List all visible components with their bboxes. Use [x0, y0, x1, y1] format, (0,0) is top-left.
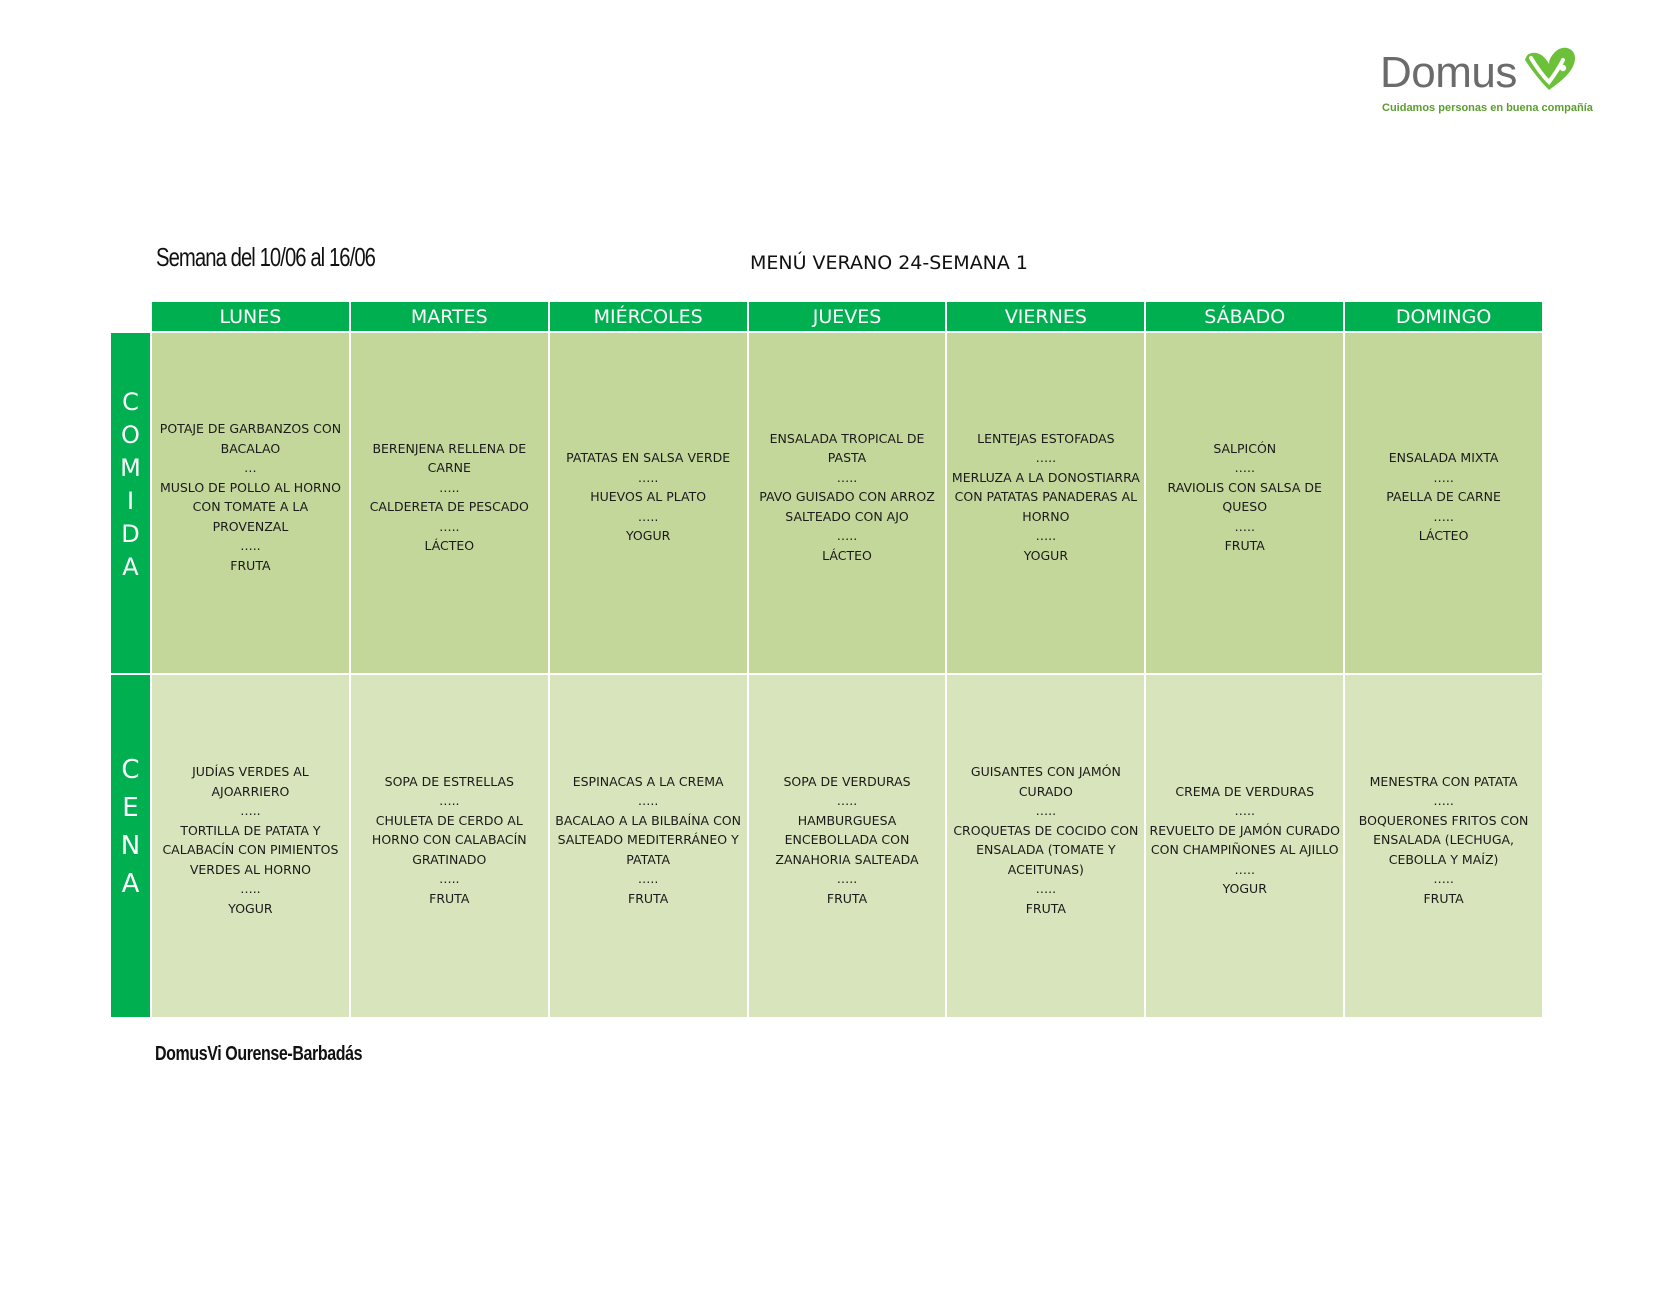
dessert: YOGUR: [625, 528, 671, 544]
separator: …..: [637, 508, 659, 524]
separator: …..: [637, 871, 659, 887]
separator: …..: [1234, 861, 1255, 877]
second-course: MUSLO DE POLLO AL HORNO CON TOMATE A LA PROVENZAL: [159, 479, 341, 534]
separator: …..: [439, 518, 460, 534]
comida-row: [152, 333, 1542, 673]
day-header: MIÉRCOLES: [550, 302, 749, 331]
separator: …..: [1035, 450, 1057, 466]
day-header-row: [152, 302, 1542, 331]
separator: …..: [1234, 803, 1255, 818]
menu-cell-cena-miercoles: [550, 675, 749, 1017]
dessert: YOGUR: [228, 900, 273, 916]
second-course: HUEVOS AL PLATO: [590, 489, 707, 505]
first-course: BERENJENA RELLENA DE CARNE: [372, 440, 527, 475]
footer-center-name: DomusVi Ourense-Barbadás: [155, 1043, 363, 1065]
separator: …..: [1433, 793, 1454, 809]
menu-cell-comida-miercoles: [550, 333, 749, 673]
second-course: PAELLA DE CARNE: [1386, 489, 1501, 505]
separator: …..: [1433, 871, 1454, 887]
second-course: TORTILLA DE PATATA Y CALABACÍN CON PIMIENTOS VERDES AL HORNO: [162, 822, 339, 877]
dessert: FRUTA: [230, 557, 271, 573]
dessert: LÁCTEO: [424, 538, 475, 553]
separator: …..: [836, 528, 858, 544]
day-header: LUNES: [152, 302, 351, 331]
first-course: POTAJE DE GARBANZOS CON BACALAO: [159, 421, 342, 456]
section-letter: N: [120, 831, 141, 861]
dessert: FRUTA: [826, 890, 868, 906]
first-course: PATATAS EN SALSA VERDE: [566, 450, 731, 466]
menu-cell-comida-lunes: [152, 333, 351, 673]
separator: …..: [836, 871, 858, 887]
first-course: GUISANTES CON JAMÓN CURADO: [970, 764, 1121, 799]
menu-cell-comida-viernes: [947, 333, 1146, 673]
cena-row: [152, 675, 1542, 1017]
menu-cell-comida-martes: [351, 333, 550, 673]
second-course: PAVO GUISADO CON ARROZ SALTEADO CON AJO: [759, 489, 935, 524]
section-letter: M: [120, 454, 141, 482]
section-letter: E: [122, 793, 139, 823]
first-course: JUDÍAS VERDES AL AJOARRIERO: [192, 764, 309, 799]
separator: …..: [637, 793, 659, 809]
separator: …: [244, 460, 257, 475]
day-header: MARTES: [351, 302, 550, 331]
second-course: HAMBURGUESA ENCEBOLLADA CON ZANAHORIA SALTEADA: [775, 812, 919, 867]
first-course: SOPA DE VERDURAS: [783, 773, 911, 789]
dessert: FRUTA: [1224, 538, 1265, 553]
menu-cell-cena-lunes: [152, 675, 351, 1017]
separator: …..: [1035, 881, 1057, 896]
section-letter: A: [121, 869, 140, 899]
menu-cell-comida-jueves: [749, 333, 948, 673]
section-letter: A: [122, 553, 139, 581]
dessert: FRUTA: [1025, 900, 1066, 916]
day-header: JUEVES: [749, 302, 948, 331]
dessert: LÁCTEO: [822, 547, 872, 563]
dessert: YOGUR: [1222, 881, 1267, 896]
second-course: BOQUERONES FRITOS CON ENSALADA (LECHUGA, CEBOLLA Y MAÍZ): [1358, 812, 1529, 867]
heart-leaf-icon: [1519, 46, 1581, 96]
first-course: ENSALADA MIXTA: [1388, 450, 1499, 466]
separator: …..: [439, 793, 460, 809]
day-header: DOMINGO: [1345, 302, 1542, 331]
separator: …..: [836, 793, 858, 809]
separator: …..: [637, 469, 659, 485]
menu-cell-cena-martes: [351, 675, 550, 1017]
menu-cell-comida-sabado: [1146, 333, 1345, 673]
dessert: FRUTA: [1423, 890, 1464, 906]
second-course: CALDERETA DE PESCADO: [369, 499, 529, 514]
dessert: FRUTA: [429, 890, 470, 906]
separator: …..: [240, 803, 261, 818]
first-course: SOPA DE ESTRELLAS: [384, 773, 514, 789]
first-course: SALPICÓN: [1213, 440, 1277, 456]
section-letter: C: [121, 755, 140, 785]
menu-cell-cena-jueves: [749, 675, 948, 1017]
first-course: CREMA DE VERDURAS: [1175, 783, 1315, 799]
separator: …..: [439, 871, 460, 887]
menu-title: MENÚ VERANO 24-SEMANA 1: [750, 252, 1029, 274]
second-course: CHULETA DE CERDO AL HORNO CON CALABACÍN GRATINADO: [371, 812, 527, 867]
separator: …..: [240, 881, 261, 896]
second-course: CROQUETAS DE COCIDO CON ENSALADA (TOMATE Y ACEITUNAS): [953, 822, 1139, 877]
separator: …..: [1035, 803, 1057, 818]
section-letter: C: [122, 388, 139, 416]
second-course: REVUELTO DE JAMÓN CURADO CON CHAMPIÑONES AL AJILLO: [1149, 822, 1340, 857]
first-course: ESPINACAS A LA CREMA: [572, 773, 724, 789]
day-header: SÁBADO: [1146, 302, 1345, 331]
domusvi-logo: [1380, 44, 1602, 122]
first-course: ENSALADA TROPICAL DE PASTA: [769, 430, 925, 466]
separator: …..: [439, 479, 460, 495]
section-letter: D: [121, 520, 140, 548]
second-course: RAVIOLIS CON SALSA DE QUESO: [1167, 479, 1322, 514]
separator: …..: [1035, 528, 1057, 544]
menu-cell-comida-domingo: [1345, 333, 1542, 673]
menu-cell-cena-viernes: [947, 675, 1146, 1017]
week-range: Semana del 10/06 al 16/06: [156, 242, 376, 272]
dessert: FRUTA: [628, 890, 669, 906]
menu-cell-cena-sabado: [1146, 675, 1345, 1017]
section-label-cena: [111, 675, 150, 1017]
logo-wordmark: Domus: [1380, 48, 1517, 97]
separator: …..: [1234, 518, 1255, 534]
second-course: BACALAO A LA BILBAÍNA CON SALTEADO MEDITERRÁNEO Y PATATA: [555, 812, 741, 867]
second-course: MERLUZA A LA DONOSTIARRA CON PATATAS PANADERAS AL HORNO: [951, 469, 1140, 524]
day-header: VIERNES: [947, 302, 1146, 331]
section-letter: O: [121, 421, 140, 449]
separator: …..: [1433, 469, 1454, 485]
separator: …..: [1433, 508, 1454, 524]
first-course: MENESTRA CON PATATA: [1369, 773, 1518, 789]
separator: …..: [836, 469, 858, 485]
dessert: LÁCTEO: [1418, 528, 1469, 544]
separator: …..: [240, 538, 261, 553]
separator: …..: [1234, 460, 1255, 475]
menu-cell-cena-domingo: [1345, 675, 1542, 1017]
section-letter: I: [126, 487, 135, 515]
first-course: LENTEJAS ESTOFADAS: [977, 430, 1115, 446]
section-label-comida: [111, 333, 150, 673]
logo-tagline: Cuidamos personas en buena compañía: [1382, 102, 1593, 114]
dessert: YOGUR: [1023, 547, 1069, 563]
